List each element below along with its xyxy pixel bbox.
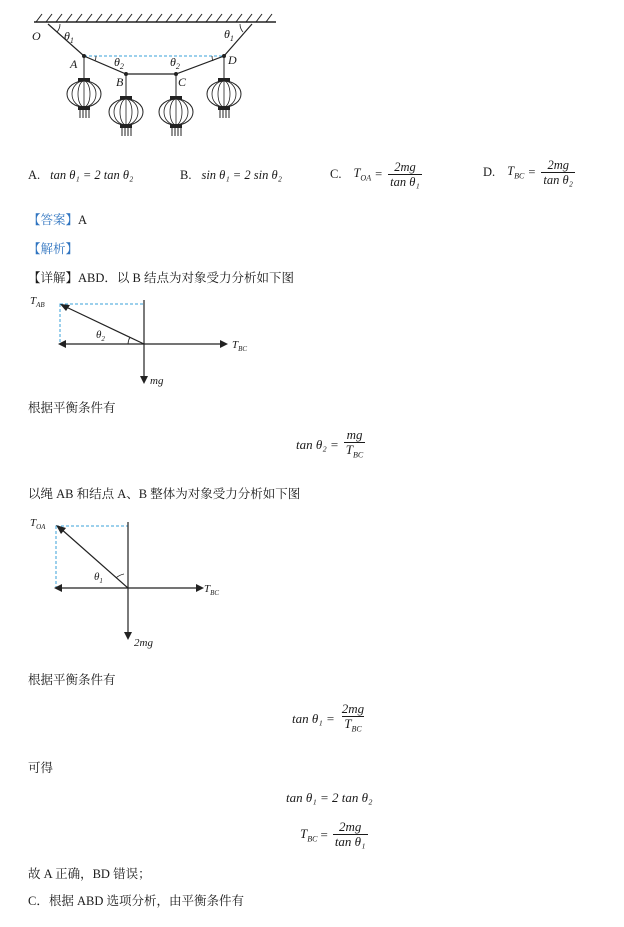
option-D bbox=[483, 158, 577, 187]
answer-tag: 【答案】 bbox=[28, 213, 79, 227]
analysis-tag: 【解析】 bbox=[28, 242, 79, 256]
detail-line bbox=[28, 270, 294, 286]
label-T-BC: $T_{BC}$ bbox=[232, 339, 248, 353]
label-theta1-right: $\theta_1$ bbox=[224, 27, 234, 43]
lantern-figure bbox=[28, 8, 288, 138]
equation-4 bbox=[300, 820, 370, 849]
option-B bbox=[180, 168, 282, 183]
arrow-head-TBC-2 bbox=[196, 584, 204, 592]
option-C-fraction bbox=[388, 160, 422, 189]
option-D-lhs: T bbox=[507, 164, 515, 179]
equation-4-eq: = bbox=[320, 826, 328, 842]
equation-4-den: tan θ₁ bbox=[334, 834, 366, 849]
lantern-A bbox=[67, 78, 101, 118]
balance-text-1: 根据平衡条件有 bbox=[28, 401, 116, 415]
arrow-head-left-2 bbox=[54, 584, 62, 592]
equation-3: tan θ₁ = 2 tan θ₂ bbox=[286, 790, 373, 805]
option-C bbox=[330, 160, 424, 189]
option-D-lhs-sub: BC bbox=[514, 171, 525, 181]
arrow-head-2mg bbox=[124, 632, 132, 640]
kede-text: 可得 bbox=[28, 761, 54, 775]
last-line-text: C．根据 ABD 选项分析，由平衡条件有 bbox=[28, 894, 244, 908]
option-A-expr: tan θ₁ = 2 tan θ₂ bbox=[50, 168, 134, 182]
angle-arc-theta1-right bbox=[240, 24, 243, 32]
option-C-lhs-sub: OA bbox=[360, 173, 372, 183]
equation-2-fraction bbox=[340, 702, 366, 737]
ceiling-hatch bbox=[36, 14, 272, 22]
label-2mg: 2mg bbox=[134, 637, 153, 649]
label-theta1-left: $\theta_1$ bbox=[64, 29, 74, 45]
option-C-den: tan θ₁ bbox=[390, 175, 420, 189]
option-C-letter: C. bbox=[330, 167, 342, 181]
angle-arc-theta2-left bbox=[95, 56, 96, 61]
equation-1-lhs: tan θ₂ = bbox=[296, 437, 339, 453]
label-theta2-right: $\theta_2$ bbox=[170, 55, 180, 71]
option-A bbox=[28, 168, 133, 183]
option-D-fraction bbox=[541, 158, 575, 187]
equation-2-den-sub: BC bbox=[351, 724, 362, 734]
equation-1 bbox=[296, 428, 367, 463]
arrow-head-left bbox=[58, 340, 66, 348]
conclusion-text: 故 A 正确，BD 错误； bbox=[28, 867, 151, 881]
option-C-num: 2mg bbox=[394, 160, 416, 174]
label-theta2-left: $\theta_2$ bbox=[114, 55, 124, 71]
lantern-B bbox=[109, 96, 143, 136]
label-C: C bbox=[178, 75, 187, 89]
label-T-OA: $T_{OA}$ bbox=[30, 517, 46, 531]
line-2: 以绳 AB 和结点 A、B 整体为对象受力分析如下图 bbox=[28, 487, 301, 501]
equation-2-num: 2mg bbox=[341, 701, 365, 716]
arrow-head-TBC bbox=[220, 340, 228, 348]
equation-2-den: T bbox=[344, 716, 352, 731]
option-B-expr: sin θ₁ = 2 sin θ₂ bbox=[201, 168, 282, 182]
equation-4-num: 2mg bbox=[339, 819, 362, 834]
lantern-C bbox=[159, 96, 193, 136]
angle-arc-theta1 bbox=[116, 574, 124, 578]
rope-O-A-B-C-D bbox=[48, 24, 252, 74]
equation-2-lhs: tan θ₁ = bbox=[292, 711, 335, 727]
option-D-eq: = bbox=[528, 165, 536, 179]
label-angle-theta2: $\theta_2$ bbox=[96, 329, 105, 343]
detail-text: ABD．以 B 结点为对象受力分析如下图 bbox=[78, 271, 294, 285]
option-C-eq: = bbox=[375, 167, 383, 181]
option-D-letter: D. bbox=[483, 165, 496, 179]
angle-arc-theta2 bbox=[128, 337, 130, 344]
equation-1-fraction bbox=[344, 428, 365, 463]
option-B-letter: B. bbox=[180, 168, 192, 182]
detail-tag: 【详解】 bbox=[28, 271, 79, 285]
label-B: B bbox=[116, 75, 124, 89]
angle-arc-theta1-left bbox=[57, 24, 60, 32]
balance-text-2: 根据平衡条件有 bbox=[28, 673, 116, 687]
label-T-AB: $T_{AB}$ bbox=[30, 295, 45, 309]
label-D: D bbox=[228, 53, 237, 67]
force-diagram-knot-B bbox=[28, 292, 268, 392]
arrow-head-mg bbox=[140, 376, 148, 384]
equation-1-den: T bbox=[345, 442, 354, 457]
equation-4-lhs: T bbox=[300, 825, 308, 841]
answer-value: A bbox=[78, 213, 88, 227]
option-D-den: tan θ₂ bbox=[543, 173, 573, 187]
equation-1-num: mg bbox=[346, 427, 363, 442]
equation-4-fraction bbox=[333, 820, 368, 849]
equation-4-lhs-sub: BC bbox=[307, 834, 318, 844]
force-diagram-rope-AB bbox=[28, 514, 248, 654]
label-O: O bbox=[32, 29, 41, 43]
answer-line bbox=[28, 212, 87, 228]
equation-2 bbox=[292, 702, 368, 737]
label-mg: mg bbox=[150, 375, 164, 387]
label-A: A bbox=[70, 57, 78, 71]
label-angle-theta1: $\theta_1$ bbox=[94, 571, 103, 585]
label-T-BC-2: $T_{BC}$ bbox=[204, 583, 220, 597]
option-A-letter: A. bbox=[28, 168, 41, 182]
equation-1-den-sub: BC bbox=[353, 450, 364, 460]
option-C-lhs: T bbox=[353, 166, 361, 181]
lantern-D bbox=[207, 78, 241, 118]
option-D-num: 2mg bbox=[547, 158, 569, 172]
